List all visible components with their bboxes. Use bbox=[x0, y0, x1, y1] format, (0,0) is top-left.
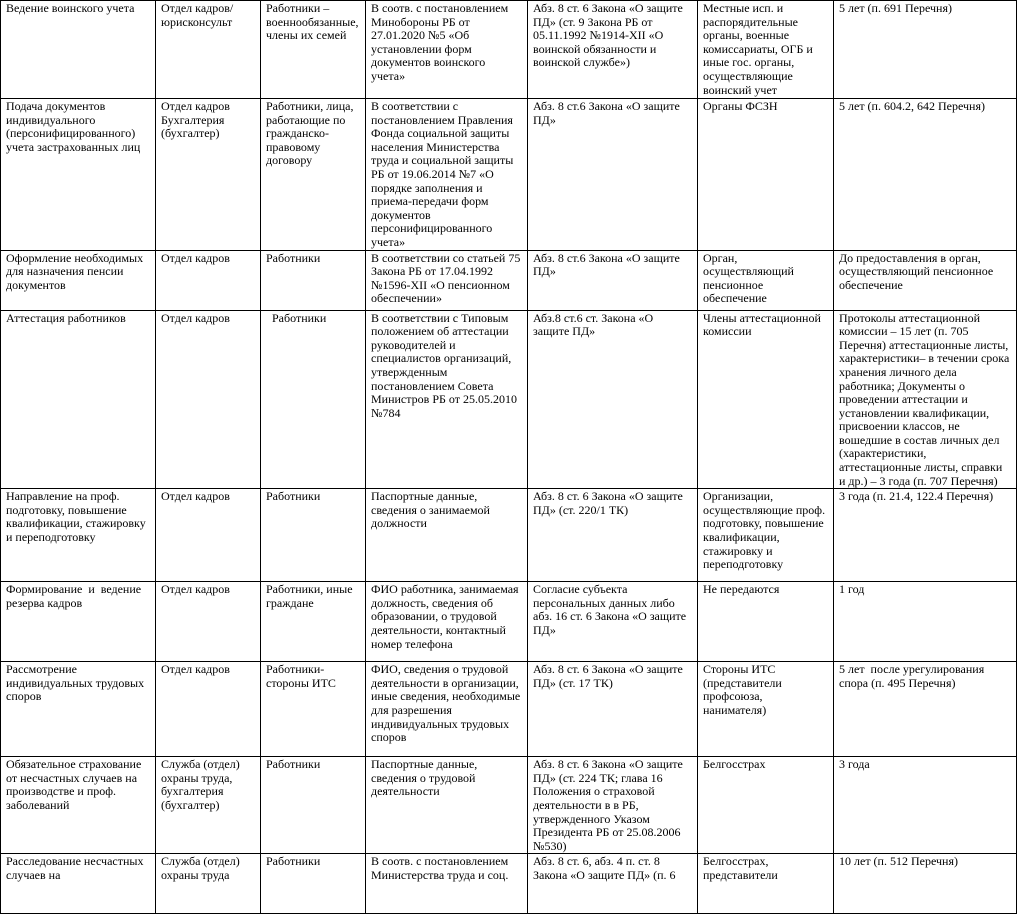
table-row bbox=[1, 310, 1017, 489]
cell-data-subjects: Работники – военнообязанные, члены их семей bbox=[261, 1, 366, 99]
cell-recipients: Белгосстрах bbox=[698, 757, 834, 854]
cell-data-subjects: Работники bbox=[261, 250, 366, 310]
table-row bbox=[1, 1, 1017, 99]
cell-legal-basis: Абз. 8 ст. 6 Закона «О защите ПД» (ст. 17 ТК) bbox=[528, 662, 698, 757]
cell-recipients: Организации, осуществляющие проф. подготовку, повышение квалификации, стажировку и переподготовку bbox=[698, 489, 834, 582]
cell-recipients: Орган, осуществляющий пенсионное обеспечение bbox=[698, 250, 834, 310]
cell-processing-purpose: Аттестация работников bbox=[1, 310, 156, 489]
cell-legal-basis: Абз.8 ст.6 ст. Закона «О защите ПД» bbox=[528, 310, 698, 489]
cell-data-list: В соотв. с постановлением Министерства труда и соц. bbox=[366, 854, 528, 914]
cell-data-subjects: Работники-стороны ИТС bbox=[261, 662, 366, 757]
table-row bbox=[1, 250, 1017, 310]
table-row bbox=[1, 854, 1017, 914]
cell-retention-period: 5 лет (п. 691 Перечня) bbox=[834, 1, 1017, 99]
cell-retention-period: До предоставления в орган, осуществляющий пенсионное обеспечение bbox=[834, 250, 1017, 310]
cell-retention-period: 1 год bbox=[834, 582, 1017, 662]
cell-responsible-unit: Отдел кадров bbox=[156, 250, 261, 310]
table-row bbox=[1, 662, 1017, 757]
cell-retention-period: 5 лет после урегулирования спора (п. 495 Перечня) bbox=[834, 662, 1017, 757]
cell-data-subjects: Работники bbox=[261, 310, 366, 489]
cell-data-list: В соответствии со статьей 75 Закона РБ от 17.04.1992 №1596-XII «О пенсионном обеспечении» bbox=[366, 250, 528, 310]
cell-retention-period: 3 года bbox=[834, 757, 1017, 854]
cell-data-list: Паспортные данные, сведения о занимаемой должности bbox=[366, 489, 528, 582]
cell-data-subjects: Работники bbox=[261, 489, 366, 582]
cell-recipients: Белгосстрах, представители bbox=[698, 854, 834, 914]
cell-data-subjects: Работники, иные граждане bbox=[261, 582, 366, 662]
cell-data-subjects: Работники bbox=[261, 757, 366, 854]
cell-processing-purpose: Рассмотрение индивидуальных трудовых споров bbox=[1, 662, 156, 757]
cell-processing-purpose: Оформление необходимых для назначения пенсии документов bbox=[1, 250, 156, 310]
cell-legal-basis: Абз. 8 ст. 6 Закона «О защите ПД» (ст. 9 Закона РБ от 05.11.1992 №1914-XII «О воинской обязанности и воинской службе») bbox=[528, 1, 698, 99]
cell-responsible-unit: Отдел кадров bbox=[156, 662, 261, 757]
table-row bbox=[1, 489, 1017, 582]
cell-legal-basis: Согласие субъекта персональных данных либо абз. 16 ст. 6 Закона «О защите ПД» bbox=[528, 582, 698, 662]
cell-processing-purpose: Подача документов индивидуального (персонифицированного) учета застрахованных лиц bbox=[1, 99, 156, 251]
cell-processing-purpose: Направление на проф. подготовку, повышение квалификации, стажировку и переподготовку bbox=[1, 489, 156, 582]
cell-data-subjects: Работники bbox=[261, 854, 366, 914]
cell-retention-period: Протоколы аттестационной комиссии – 15 лет (п. 705 Перечня) аттестационные листы, характеристики– в течении срока хранения личного дела работника; Документы о проведении аттестации и установлении квалификации, присвоении классов, не вошедшие в состав личных дел (характеристики, аттестационные листы, справки и др.) – 3 года (п. 707 Перечня) bbox=[834, 310, 1017, 489]
cell-recipients: Местные исп. и распорядительные органы, военные комиссариаты, ОГБ и иные гос. органы, осуществляющие воинский учет bbox=[698, 1, 834, 99]
cell-data-list: ФИО, сведения о трудовой деятельности в организации, иные сведения, необходимые для разрешения индивидуальных трудовых споров bbox=[366, 662, 528, 757]
cell-recipients: Стороны ИТС (представители профсоюза, нанимателя) bbox=[698, 662, 834, 757]
cell-legal-basis: Абз. 8 ст. 6 Закона «О защите ПД» (ст. 224 ТК; глава 16 Положения о страховой деятельности в в РБ, утвержденного Указом Президента РБ от 25.08.2006 №530) bbox=[528, 757, 698, 854]
cell-responsible-unit: Отдел кадров/ юрисконсульт bbox=[156, 1, 261, 99]
table-row bbox=[1, 582, 1017, 662]
cell-data-subjects: Работники, лица, работающие по гражданско-правовому договору bbox=[261, 99, 366, 251]
cell-retention-period: 10 лет (п. 512 Перечня) bbox=[834, 854, 1017, 914]
cell-recipients: Не передаются bbox=[698, 582, 834, 662]
table-row bbox=[1, 757, 1017, 854]
cell-responsible-unit: Служба (отдел) охраны труда bbox=[156, 854, 261, 914]
cell-legal-basis: Абз. 8 ст.6 Закона «О защите ПД» bbox=[528, 250, 698, 310]
cell-processing-purpose: Ведение воинского учета bbox=[1, 1, 156, 99]
cell-data-list: В соотв. с постановлением Минобороны РБ от 27.01.2020 №5 «Об установлении форм документов воинского учета» bbox=[366, 1, 528, 99]
cell-processing-purpose: Обязательное страхование от несчастных случаев на производстве и проф. заболеваний bbox=[1, 757, 156, 854]
cell-processing-purpose: Расследование несчастных случаев на bbox=[1, 854, 156, 914]
cell-processing-purpose: Формирование и ведение резерва кадров bbox=[1, 582, 156, 662]
cell-data-list: В соответствии с постановлением Правления Фонда социальной защиты населения Министерства труда и социальной защиты РБ от 19.06.2014 №7 «О порядке заполнения и приема-передачи форм документов персонифицированного учета» bbox=[366, 99, 528, 251]
cell-legal-basis: Абз. 8 ст. 6 Закона «О защите ПД» (ст. 220/1 ТК) bbox=[528, 489, 698, 582]
cell-retention-period: 5 лет (п. 604.2, 642 Перечня) bbox=[834, 99, 1017, 251]
cell-responsible-unit: Отдел кадров Бухгалтерия (бухгалтер) bbox=[156, 99, 261, 251]
cell-legal-basis: Абз. 8 ст.6 Закона «О защите ПД» bbox=[528, 99, 698, 251]
cell-recipients: Органы ФСЗН bbox=[698, 99, 834, 251]
cell-responsible-unit: Отдел кадров bbox=[156, 310, 261, 489]
cell-data-list: Паспортные данные, сведения о трудовой деятельности bbox=[366, 757, 528, 854]
cell-recipients: Члены аттестационной комиссии bbox=[698, 310, 834, 489]
cell-data-list: ФИО работника, занимаемая должность, сведения об образовании, о трудовой деятельности, контактный номер телефона bbox=[366, 582, 528, 662]
cell-responsible-unit: Отдел кадров bbox=[156, 489, 261, 582]
cell-retention-period: 3 года (п. 21.4, 122.4 Перечня) bbox=[834, 489, 1017, 582]
cell-data-list: В соответствии с Типовым положением об аттестации руководителей и специалистов организаций, утвержденным постановлением Совета Министров РБ от 25.05.2010 №784 bbox=[366, 310, 528, 489]
cell-responsible-unit: Служба (отдел) охраны труда, бухгалтерия (бухгалтер) bbox=[156, 757, 261, 854]
cell-responsible-unit: Отдел кадров bbox=[156, 582, 261, 662]
table-row bbox=[1, 99, 1017, 251]
cell-legal-basis: Абз. 8 ст. 6, абз. 4 п. ст. 8 Закона «О защите ПД» (п. 6 bbox=[528, 854, 698, 914]
